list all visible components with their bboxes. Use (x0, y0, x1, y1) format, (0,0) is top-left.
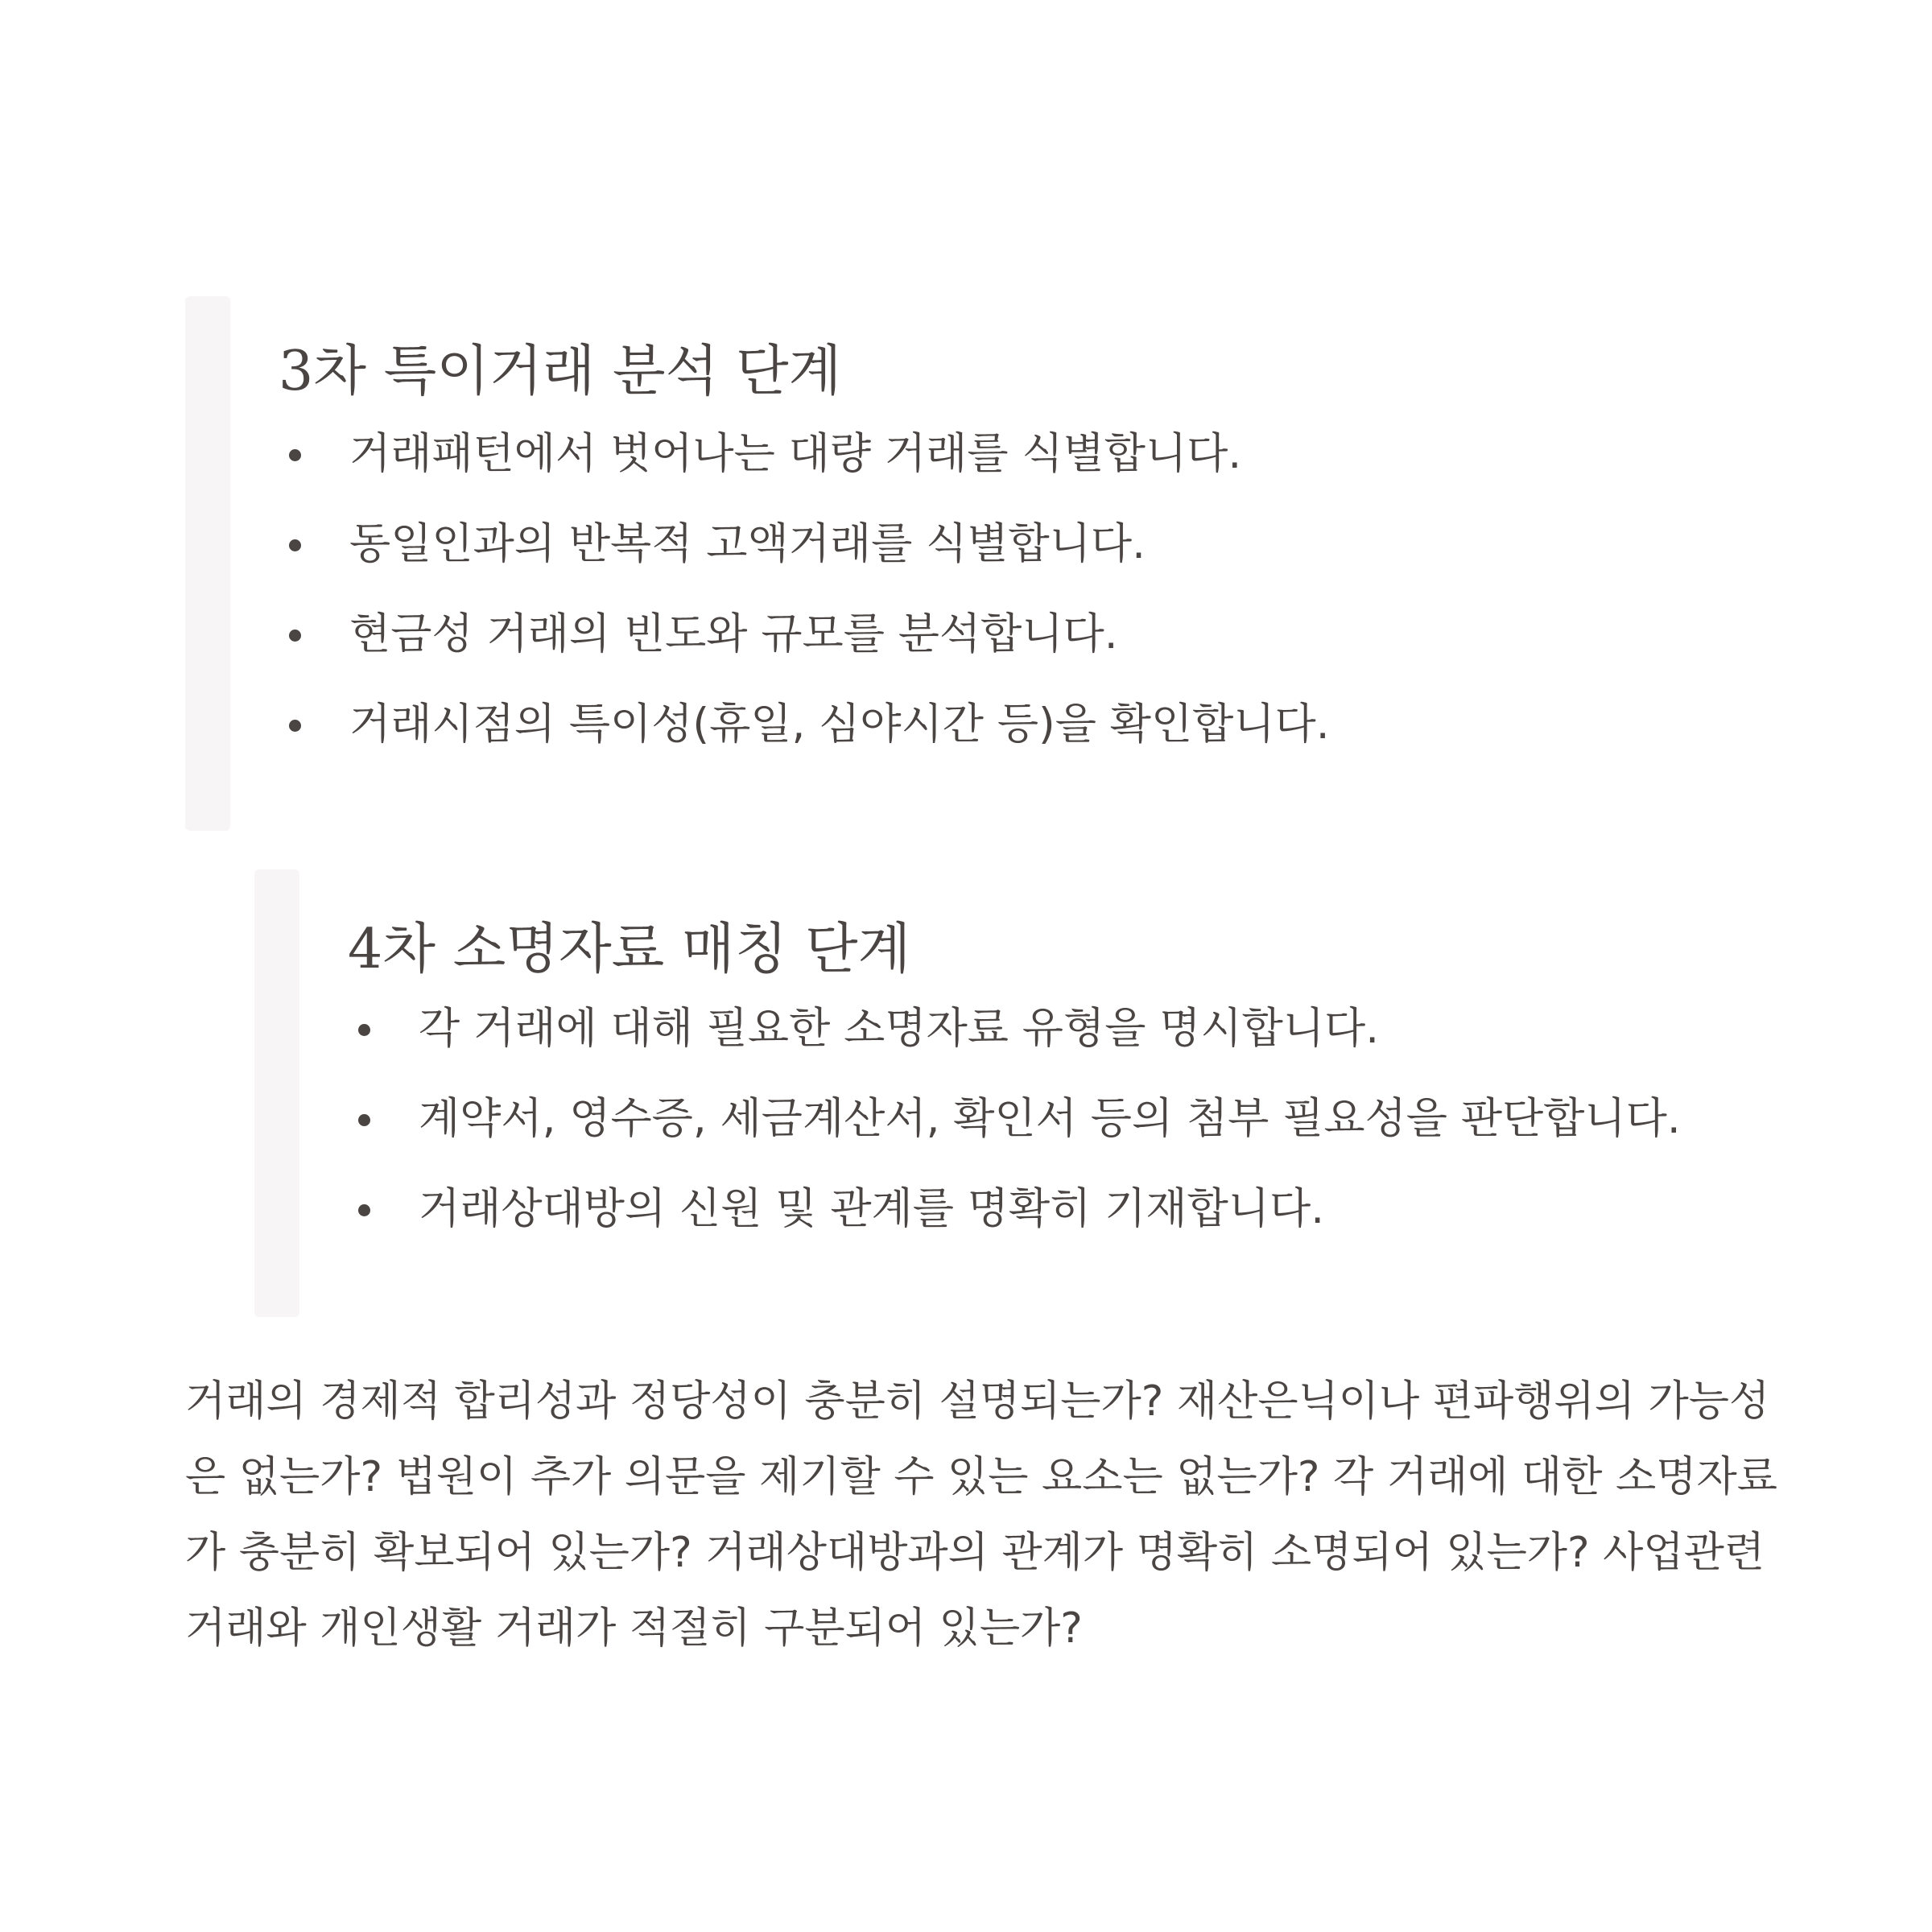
step-3-list (279, 431, 1330, 792)
step-4-title: 4차 소명자료 매칭 단계 (348, 918, 911, 981)
list-item (348, 1184, 1681, 1277)
list-item-text: 계약서, 영수증, 세금계산서, 확인서 등의 첨부 필요성을 판단합니다. (419, 1094, 1681, 1143)
list-item-text: 거래패턴에서 벗어나는 대량 거래를 식별합니다. (349, 429, 1242, 478)
list-item-text: 동일인과의 반복적 고액거래를 식별합니다. (349, 519, 1146, 568)
step-4-section (254, 869, 1744, 1317)
list-item (279, 609, 1330, 702)
bullet-icon (358, 1204, 370, 1216)
step-3-section (185, 296, 1715, 831)
list-item-text: 각 거래에 대해 필요한 소명자료 유형을 명시합니다. (419, 1004, 1380, 1053)
bullet-icon (289, 539, 301, 551)
bullet-icon (289, 630, 301, 642)
bullet-icon (358, 1024, 370, 1036)
list-item (279, 702, 1330, 792)
bullet-icon (289, 449, 301, 461)
list-item (279, 431, 1330, 522)
list-item (279, 519, 1330, 612)
step-4-list (348, 1006, 1681, 1277)
list-item (348, 1096, 1681, 1187)
list-item (348, 1006, 1681, 1096)
list-item-text: 거래시점의 특이성(휴일, 심야시간 등)을 확인합니다. (349, 700, 1330, 749)
list-item-text: 현금성 거래의 빈도와 규모를 분석합니다. (349, 609, 1118, 658)
quote-bar (254, 869, 299, 1317)
list-item-text: 거래상대방의 신원 및 관계를 명확히 기재합니다. (419, 1184, 1325, 1233)
step-3-title: 3차 특이거래 분석 단계 (279, 340, 842, 403)
quote-bar (185, 296, 230, 831)
conclusion-paragraph: 거래의 경제적 합리성과 정당성이 충분히 설명되는가? 재산은닉이나 편파행위의 가능성은 없는가? 법원이 추가 의문을 제기할 수 있는 요소는 없는가? 각 거래에 대한 소명자료가 충분히 확보되어 있는가? 거래상대방과의 관계가 명확히 소명되어 있는가? 사업관련 거래와 개인생활 거래가 적절히 구분되어 있는가? (185, 1377, 1777, 1653)
bullet-icon (289, 720, 301, 732)
bullet-icon (358, 1114, 370, 1126)
